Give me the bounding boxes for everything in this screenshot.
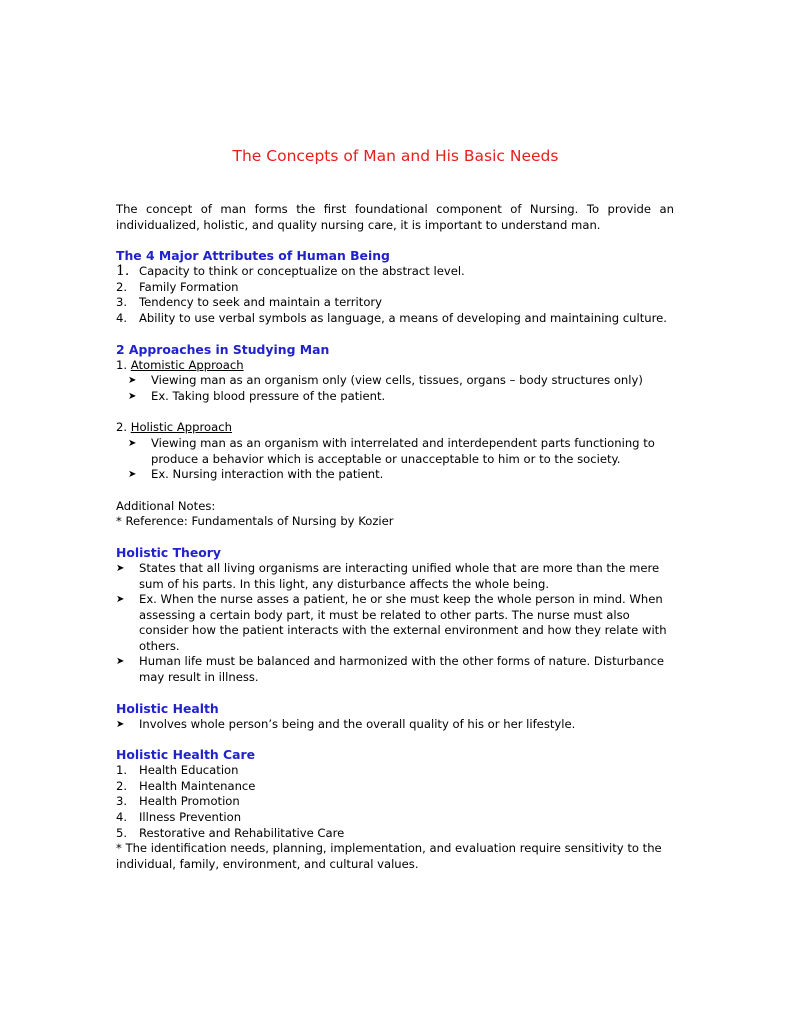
attributes-heading: The 4 Major Attributes of Human Being (116, 248, 390, 264)
list-item: 4. Ability to use verbal symbols as language, a means of developing and maintaining culture. (116, 310, 667, 325)
holistic-approach-bullets (116, 436, 674, 483)
document-body (116, 202, 674, 872)
list-item: 4. Illness Prevention (116, 810, 242, 825)
list-item: ➤ Involves whole person’s being and the overall quality of his or her lifestyle. (116, 716, 576, 731)
holistic-health-care-heading: Holistic Health Care (116, 747, 255, 763)
additional-notes-label: Additional Notes: (116, 498, 216, 513)
arrowhead-bullet-icon: ➤ (128, 390, 137, 402)
list-item: 5. Restorative and Rehabilitative Care (116, 825, 345, 840)
list-item: ➤ States that all living organisms are interacting unified whole that are more than the mere sum of his parts. In this light, any disturbance affects the whole being. (116, 560, 660, 591)
holistic-health-bullets (116, 717, 674, 733)
list-item: ➤ Viewing man as an organism only (view cells, tissues, organs – body structures only) (128, 373, 643, 388)
arrowhead-bullet-icon: ➤ (116, 594, 125, 606)
list-item: ➤ Ex. Taking blood pressure of the patient. (128, 388, 386, 403)
list-item: 3. Tendency to seek and maintain a territory (116, 295, 383, 310)
list-item: ➤ Ex. Nursing interaction with the patient. (128, 467, 384, 482)
arrowhead-bullet-icon: ➤ (128, 375, 137, 387)
health-care-note: * The identification needs, planning, implementation, and evaluation require sensitivity to the individual, family, environment, and cultural values. (116, 841, 662, 871)
list-item: 2. Family Formation (116, 279, 239, 294)
holistic-approach-title: 2. Holistic Approach (116, 420, 232, 435)
list-item: 1. Capacity to think or conceptualize on the abstract level. (116, 263, 465, 280)
arrowhead-bullet-icon: ➤ (116, 656, 125, 668)
holistic-health-heading: Holistic Health (116, 700, 219, 716)
approaches-heading: 2 Approaches in Studying Man (116, 341, 330, 357)
list-item: 1. Health Education (116, 763, 239, 778)
list-item: ➤ Human life must be balanced and harmonized with the other forms of nature. Disturbance may result in illness. (116, 654, 665, 685)
holistic-health-care-list (116, 763, 674, 841)
list-item: ➤ Ex. When the nurse asses a patient, he or she must keep the whole person in mind. When assessing a certain body part, it must be related to other parts. The nurse must also consider how the patient interacts with the external environment and how they relate with others. (116, 592, 667, 653)
arrowhead-bullet-icon: ➤ (116, 718, 125, 730)
list-item: ➤ Viewing man as an organism with interrelated and interdependent parts functioning to produce a behavior which is acceptable or unacceptable to him or to the society. (128, 435, 655, 466)
intro-paragraph: The concept of man forms the first foundational component of Nursing. To provide an individualized, holistic, and quality nursing care, it is important to understand man. (116, 202, 674, 232)
reference-note: * Reference: Fundamentals of Nursing by Kozier (116, 514, 394, 529)
arrowhead-bullet-icon: ➤ (128, 469, 137, 481)
arrowhead-bullet-icon: ➤ (128, 437, 137, 449)
list-item: 2. Health Maintenance (116, 778, 256, 793)
atomistic-bullets (116, 373, 674, 404)
holistic-theory-heading: Holistic Theory (116, 544, 221, 560)
document-title: The Concepts of Man and His Basic Needs (232, 147, 559, 165)
holistic-theory-bullets (116, 561, 674, 686)
arrowhead-bullet-icon: ➤ (116, 562, 125, 574)
list-item: 3. Health Promotion (116, 794, 240, 809)
attributes-list (116, 264, 674, 326)
atomistic-approach-title: 1. Atomistic Approach (116, 357, 244, 372)
